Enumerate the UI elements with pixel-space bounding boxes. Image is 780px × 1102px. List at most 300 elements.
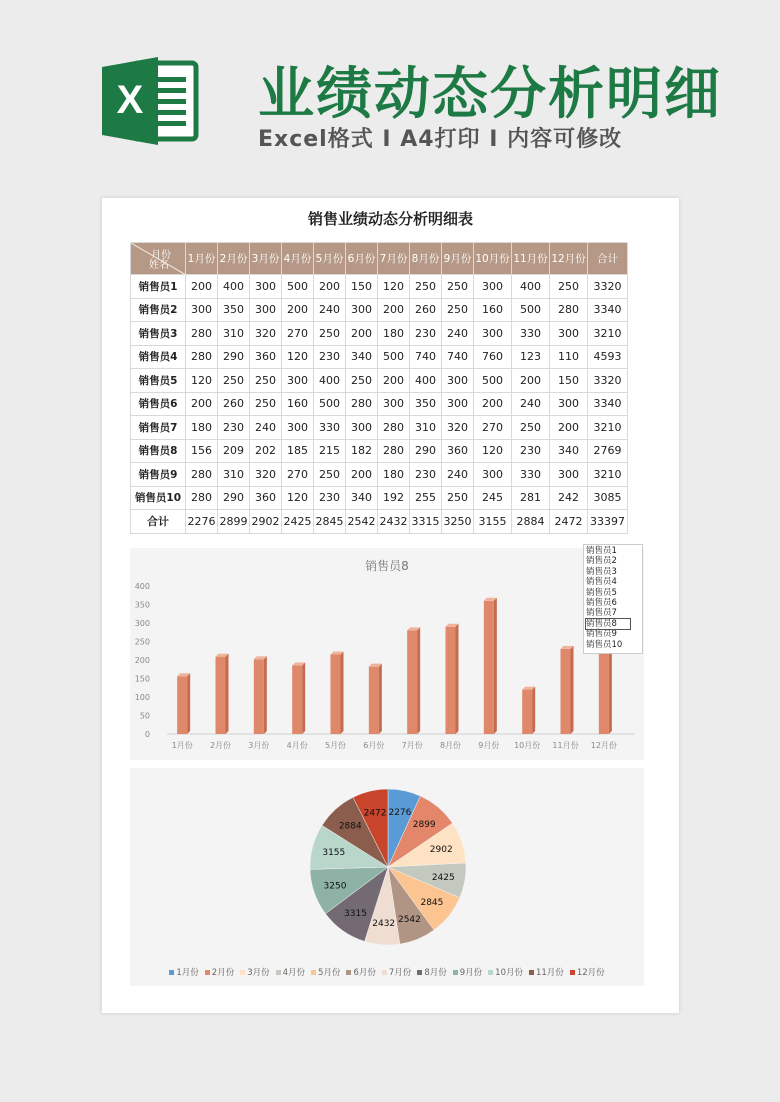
bar[interactable] xyxy=(446,624,459,734)
x-tick-label: 2月份 xyxy=(209,741,232,750)
x-tick-label: 11月份 xyxy=(552,741,579,750)
bar-front xyxy=(331,654,341,734)
pie-data-label: 2542 xyxy=(397,914,421,925)
value-cell[interactable]: 340 xyxy=(346,345,378,369)
value-cell[interactable]: 250 xyxy=(250,369,282,393)
bar-front xyxy=(216,657,226,734)
table-header-row xyxy=(131,243,628,275)
bar-front xyxy=(369,667,379,734)
value-cell[interactable]: 300 xyxy=(474,275,512,299)
bar-side xyxy=(417,627,420,734)
value-cell[interactable]: 250 xyxy=(512,416,550,440)
legend-swatch xyxy=(205,970,210,975)
value-cell[interactable]: 300 xyxy=(474,463,512,487)
value-cell[interactable]: 290 xyxy=(218,345,250,369)
sheet-title: 销售业绩动态分析明细表 xyxy=(307,210,473,228)
value-cell[interactable]: 2425 xyxy=(282,510,314,534)
bar-side xyxy=(571,646,574,734)
value-cell[interactable]: 300 xyxy=(378,392,410,416)
pie-chart[interactable] xyxy=(130,768,644,986)
bar-front xyxy=(561,649,571,734)
value-cell[interactable]: 360 xyxy=(442,439,474,463)
spreadsheet-page xyxy=(102,198,679,1013)
listbox-item[interactable]: 销售员10 xyxy=(586,639,623,650)
bar-chart-title: 销售员8 xyxy=(365,559,409,573)
listbox-item[interactable]: 销售员4 xyxy=(586,577,617,588)
page-subtitle: Excel格式 I A4打印 I 内容可修改 xyxy=(258,127,623,152)
value-cell[interactable]: 200 xyxy=(474,392,512,416)
legend-label: 3月份 xyxy=(247,968,270,978)
listbox-item[interactable]: 销售员8 xyxy=(586,619,630,629)
row-total-cell[interactable]: 3340 xyxy=(588,392,628,416)
bar-side xyxy=(187,673,190,734)
pie-data-label: 2432 xyxy=(372,918,396,929)
value-cell[interactable]: 300 xyxy=(250,298,282,322)
value-cell[interactable]: 250 xyxy=(314,322,346,346)
excel-logo-icon xyxy=(100,55,200,147)
x-tick-label: 9月份 xyxy=(478,741,500,750)
value-cell[interactable]: 120 xyxy=(186,369,218,393)
value-cell[interactable]: 270 xyxy=(474,416,512,440)
legend-swatch xyxy=(529,970,534,975)
y-tick-label: 250 xyxy=(134,637,150,647)
row-total-cell[interactable]: 3340 xyxy=(588,298,628,322)
value-cell[interactable]: 500 xyxy=(378,345,410,369)
row-total-cell[interactable]: 33397 xyxy=(588,510,628,534)
x-tick-label: 8月份 xyxy=(439,741,462,750)
legend-item xyxy=(311,966,340,978)
legend-item xyxy=(453,966,482,978)
value-cell[interactable]: 120 xyxy=(378,275,410,299)
table-row xyxy=(131,275,628,299)
value-cell[interactable]: 500 xyxy=(314,392,346,416)
column-header[interactable]: 5月份 xyxy=(314,243,346,275)
row-total-cell[interactable]: 3210 xyxy=(588,322,628,346)
row-total-cell[interactable]: 3210 xyxy=(588,416,628,440)
column-header[interactable]: 7月份 xyxy=(378,243,410,275)
column-header[interactable]: 9月份 xyxy=(442,243,474,275)
value-cell[interactable]: 120 xyxy=(282,486,314,510)
legend-item xyxy=(240,966,269,978)
bar-side xyxy=(264,656,267,734)
pie-data-label: 2902 xyxy=(429,845,453,856)
bar-side xyxy=(532,687,535,734)
value-cell[interactable]: 250 xyxy=(442,275,474,299)
value-cell[interactable]: 230 xyxy=(410,322,442,346)
value-cell[interactable]: 300 xyxy=(442,369,474,393)
pie-data-label: 2472 xyxy=(363,808,387,819)
value-cell[interactable]: 242 xyxy=(550,486,588,510)
value-cell[interactable]: 182 xyxy=(346,439,378,463)
value-cell[interactable]: 300 xyxy=(550,392,588,416)
pie-data-label: 2845 xyxy=(420,897,444,908)
excel-logo-letter: X xyxy=(116,78,144,122)
bar[interactable] xyxy=(177,673,190,734)
value-cell[interactable]: 180 xyxy=(186,416,218,440)
bar-side xyxy=(494,598,497,734)
value-cell[interactable]: 110 xyxy=(550,345,588,369)
value-cell[interactable]: 180 xyxy=(378,322,410,346)
legend-label: 9月份 xyxy=(459,968,483,978)
value-cell[interactable]: 3155 xyxy=(474,510,512,534)
value-cell[interactable]: 230 xyxy=(512,439,550,463)
y-tick-label: 200 xyxy=(134,656,150,665)
bar[interactable] xyxy=(331,651,344,734)
row-total-cell[interactable]: 2769 xyxy=(588,439,628,463)
pie-data-label: 3155 xyxy=(322,848,346,859)
legend-label: 2月份 xyxy=(211,968,235,978)
table-row xyxy=(131,416,628,440)
value-cell[interactable]: 250 xyxy=(442,486,474,510)
value-cell[interactable]: 400 xyxy=(314,369,346,393)
value-cell[interactable]: 200 xyxy=(550,416,588,440)
value-cell[interactable]: 230 xyxy=(314,345,346,369)
value-cell[interactable]: 250 xyxy=(314,463,346,487)
legend-swatch xyxy=(169,970,174,975)
table-row xyxy=(131,463,628,487)
value-cell[interactable]: 740 xyxy=(410,345,442,369)
value-cell[interactable]: 330 xyxy=(512,322,550,346)
value-cell[interactable]: 200 xyxy=(282,298,314,322)
value-cell[interactable]: 192 xyxy=(378,486,410,510)
table-row xyxy=(131,392,628,416)
row-total-cell[interactable]: 3210 xyxy=(588,463,628,487)
value-cell[interactable]: 240 xyxy=(250,416,282,440)
column-header[interactable]: 12月份 xyxy=(550,243,588,275)
value-cell[interactable]: 330 xyxy=(314,416,346,440)
y-tick-label: 0 xyxy=(144,730,150,739)
value-cell[interactable]: 120 xyxy=(474,439,512,463)
bar-front xyxy=(484,601,494,734)
column-header[interactable]: 11月份 xyxy=(512,243,550,275)
value-cell[interactable]: 500 xyxy=(474,369,512,393)
value-cell[interactable]: 260 xyxy=(410,298,442,322)
value-cell[interactable]: 300 xyxy=(250,275,282,299)
x-tick-label: 4月份 xyxy=(286,741,308,750)
value-cell[interactable]: 310 xyxy=(410,416,442,440)
legend-item xyxy=(169,966,198,978)
row-label-cell[interactable]: 销售员4 xyxy=(131,345,186,369)
legend-swatch xyxy=(346,970,351,975)
x-tick-label: 6月份 xyxy=(363,741,385,750)
value-cell[interactable]: 280 xyxy=(186,486,218,510)
bar-side xyxy=(341,651,344,734)
value-cell[interactable]: 400 xyxy=(512,275,550,299)
corner-header-cell[interactable] xyxy=(131,243,186,275)
legend-swatch xyxy=(488,970,493,975)
bar-front xyxy=(292,666,302,734)
value-cell[interactable]: 150 xyxy=(550,369,588,393)
bar-front xyxy=(177,676,187,734)
page-title: 业绩动态分析明细 xyxy=(258,62,722,127)
value-cell[interactable]: 185 xyxy=(282,439,314,463)
legend-swatch xyxy=(417,970,422,975)
value-cell[interactable]: 300 xyxy=(442,392,474,416)
value-cell[interactable]: 281 xyxy=(512,486,550,510)
value-cell[interactable]: 280 xyxy=(378,439,410,463)
pie-legend xyxy=(130,966,644,978)
row-label-cell[interactable]: 销售员6 xyxy=(131,392,186,416)
bar-chart[interactable] xyxy=(130,548,644,760)
legend-swatch xyxy=(240,970,245,975)
bar-front xyxy=(446,627,456,734)
table-row xyxy=(131,486,628,510)
bar[interactable] xyxy=(292,663,305,734)
page-header xyxy=(0,0,780,190)
legend-item xyxy=(529,966,564,978)
legend-swatch xyxy=(276,970,281,975)
value-cell[interactable]: 270 xyxy=(282,322,314,346)
listbox-item[interactable]: 销售员3 xyxy=(586,566,617,577)
table-row xyxy=(131,345,628,369)
value-cell[interactable]: 200 xyxy=(314,275,346,299)
value-cell[interactable]: 330 xyxy=(512,463,550,487)
value-cell[interactable]: 360 xyxy=(250,486,282,510)
value-cell[interactable]: 740 xyxy=(442,345,474,369)
bar[interactable] xyxy=(254,656,267,734)
bar-side xyxy=(226,654,229,734)
value-cell[interactable]: 2845 xyxy=(314,510,346,534)
row-label-cell[interactable]: 合计 xyxy=(131,510,186,534)
value-cell[interactable]: 300 xyxy=(346,416,378,440)
legend-label: 1月份 xyxy=(176,968,199,978)
legend-item xyxy=(276,966,305,978)
value-cell[interactable]: 240 xyxy=(442,463,474,487)
value-cell[interactable]: 400 xyxy=(410,369,442,393)
bar[interactable] xyxy=(522,687,535,734)
bar[interactable] xyxy=(561,646,574,734)
legend-swatch xyxy=(453,970,458,975)
value-cell[interactable]: 290 xyxy=(410,439,442,463)
value-cell[interactable]: 280 xyxy=(346,392,378,416)
row-total-cell[interactable]: 3085 xyxy=(588,486,628,510)
corner-name-label: 姓名 xyxy=(149,260,169,271)
listbox-item[interactable]: 销售员5 xyxy=(586,587,617,598)
value-cell[interactable]: 300 xyxy=(474,322,512,346)
value-cell[interactable]: 500 xyxy=(282,275,314,299)
legend-label: 8月份 xyxy=(424,968,447,978)
value-cell[interactable]: 760 xyxy=(474,345,512,369)
value-cell[interactable]: 180 xyxy=(378,463,410,487)
value-cell[interactable]: 2899 xyxy=(218,510,250,534)
value-cell[interactable]: 200 xyxy=(378,369,410,393)
value-cell[interactable]: 280 xyxy=(550,298,588,322)
value-cell[interactable]: 160 xyxy=(282,392,314,416)
pie-data-label: 3315 xyxy=(344,908,367,919)
x-tick-label: 5月份 xyxy=(324,741,347,750)
row-total-cell[interactable]: 3320 xyxy=(588,275,628,299)
value-cell[interactable]: 310 xyxy=(218,463,250,487)
value-cell[interactable]: 280 xyxy=(186,463,218,487)
row-total-cell[interactable]: 3320 xyxy=(588,369,628,393)
value-cell[interactable]: 200 xyxy=(512,369,550,393)
value-cell[interactable]: 280 xyxy=(378,416,410,440)
row-label-cell[interactable]: 销售员2 xyxy=(131,298,186,322)
column-header[interactable]: 3月份 xyxy=(250,243,282,275)
value-cell[interactable]: 300 xyxy=(282,369,314,393)
value-cell[interactable]: 123 xyxy=(512,345,550,369)
value-cell[interactable]: 230 xyxy=(218,416,250,440)
value-cell[interactable]: 250 xyxy=(250,392,282,416)
value-cell[interactable]: 250 xyxy=(442,298,474,322)
column-header[interactable]: 4月份 xyxy=(282,243,314,275)
table-row xyxy=(131,369,628,393)
value-cell[interactable]: 209 xyxy=(218,439,250,463)
legend-item xyxy=(570,966,605,978)
column-header[interactable]: 8月份 xyxy=(410,243,442,275)
bar-front xyxy=(254,659,264,734)
row-label-cell[interactable]: 销售员3 xyxy=(131,322,186,346)
value-cell[interactable]: 200 xyxy=(186,275,218,299)
x-tick-label: 7月份 xyxy=(401,741,423,750)
value-cell[interactable]: 200 xyxy=(186,392,218,416)
value-cell[interactable]: 350 xyxy=(410,392,442,416)
value-cell[interactable]: 300 xyxy=(550,322,588,346)
value-cell[interactable]: 2902 xyxy=(250,510,282,534)
legend-label: 5月份 xyxy=(318,968,341,978)
value-cell[interactable]: 250 xyxy=(410,275,442,299)
legend-item xyxy=(382,966,411,978)
value-cell[interactable]: 2432 xyxy=(378,510,410,534)
bar[interactable] xyxy=(484,598,497,734)
value-cell[interactable]: 310 xyxy=(218,322,250,346)
value-cell[interactable]: 230 xyxy=(314,486,346,510)
value-cell[interactable]: 500 xyxy=(512,298,550,322)
value-cell[interactable]: 215 xyxy=(314,439,346,463)
column-header[interactable]: 6月份 xyxy=(346,243,378,275)
value-cell[interactable]: 280 xyxy=(186,322,218,346)
legend-label: 4月份 xyxy=(282,968,306,978)
value-cell[interactable]: 240 xyxy=(442,322,474,346)
value-cell[interactable]: 202 xyxy=(250,439,282,463)
column-header-total[interactable]: 合计 xyxy=(588,243,628,275)
sales-table xyxy=(130,242,628,534)
value-cell[interactable]: 320 xyxy=(250,322,282,346)
bar-side xyxy=(302,663,305,734)
column-header[interactable]: 2月份 xyxy=(218,243,250,275)
value-cell[interactable]: 360 xyxy=(250,345,282,369)
value-cell[interactable]: 2276 xyxy=(186,510,218,534)
x-tick-label: 10月份 xyxy=(514,741,541,750)
legend-item xyxy=(205,966,234,978)
value-cell[interactable]: 300 xyxy=(186,298,218,322)
pie-data-label: 3250 xyxy=(323,881,347,892)
value-cell[interactable]: 250 xyxy=(346,369,378,393)
bar-side xyxy=(379,664,382,734)
salesperson-listbox[interactable] xyxy=(583,544,643,654)
bar[interactable] xyxy=(369,664,382,734)
value-cell[interactable]: 280 xyxy=(186,345,218,369)
legend-label: 7月份 xyxy=(388,968,412,978)
legend-label: 10月份 xyxy=(495,968,523,978)
row-label-cell[interactable]: 销售员1 xyxy=(131,275,186,299)
listbox-item[interactable]: 销售员1 xyxy=(586,546,617,556)
value-cell[interactable]: 300 xyxy=(346,298,378,322)
listbox-item[interactable]: 销售员6 xyxy=(586,597,617,608)
value-cell[interactable]: 340 xyxy=(550,439,588,463)
row-label-cell[interactable]: 销售员7 xyxy=(131,416,186,440)
bar[interactable] xyxy=(407,627,420,734)
column-header[interactable]: 1月份 xyxy=(186,243,218,275)
pie-data-label: 2425 xyxy=(431,872,455,883)
value-cell[interactable]: 200 xyxy=(346,463,378,487)
bar-front xyxy=(522,690,532,734)
legend-swatch xyxy=(311,970,316,975)
value-cell[interactable]: 2542 xyxy=(346,510,378,534)
table-row xyxy=(131,298,628,322)
pie-data-label: 2899 xyxy=(412,820,436,831)
legend-item xyxy=(488,966,523,978)
value-cell[interactable]: 150 xyxy=(346,275,378,299)
value-cell[interactable]: 245 xyxy=(474,486,512,510)
legend-label: 11月份 xyxy=(535,968,564,978)
listbox-item[interactable]: 销售员2 xyxy=(586,556,617,567)
row-total-cell[interactable]: 4593 xyxy=(588,345,628,369)
value-cell[interactable]: 2472 xyxy=(550,510,588,534)
value-cell[interactable]: 320 xyxy=(250,463,282,487)
pie-data-label: 2276 xyxy=(388,808,412,819)
value-cell[interactable]: 340 xyxy=(346,486,378,510)
table-total-row xyxy=(131,510,628,534)
value-cell[interactable]: 3250 xyxy=(442,510,474,534)
value-cell[interactable]: 250 xyxy=(218,369,250,393)
value-cell[interactable]: 300 xyxy=(550,463,588,487)
value-cell[interactable]: 230 xyxy=(410,463,442,487)
legend-label: 6月份 xyxy=(353,968,376,978)
legend-item xyxy=(417,966,446,978)
value-cell[interactable]: 120 xyxy=(282,345,314,369)
x-tick-label: 12月份 xyxy=(590,741,617,750)
legend-label: 12月份 xyxy=(576,968,605,978)
value-cell[interactable]: 240 xyxy=(512,392,550,416)
row-label-cell[interactable]: 销售员10 xyxy=(131,486,186,510)
y-tick-label: 50 xyxy=(139,711,150,721)
row-label-cell[interactable]: 销售员9 xyxy=(131,463,186,487)
value-cell[interactable]: 160 xyxy=(474,298,512,322)
y-tick-label: 150 xyxy=(134,674,150,684)
value-cell[interactable]: 350 xyxy=(218,298,250,322)
value-cell[interactable]: 290 xyxy=(218,486,250,510)
value-cell[interactable]: 300 xyxy=(282,416,314,440)
value-cell[interactable]: 320 xyxy=(442,416,474,440)
value-cell[interactable]: 270 xyxy=(282,463,314,487)
column-header[interactable]: 10月份 xyxy=(474,243,512,275)
value-cell[interactable]: 400 xyxy=(218,275,250,299)
x-tick-label: 3月份 xyxy=(248,741,270,750)
listbox-item[interactable]: 销售员7 xyxy=(586,608,617,619)
value-cell[interactable]: 156 xyxy=(186,439,218,463)
pie-data-label: 2884 xyxy=(338,821,362,832)
table-row xyxy=(131,322,628,346)
listbox-item[interactable]: 销售员9 xyxy=(586,629,617,640)
y-tick-label: 100 xyxy=(134,693,150,702)
value-cell[interactable]: 255 xyxy=(410,486,442,510)
value-cell[interactable]: 2884 xyxy=(512,510,550,534)
row-label-cell[interactable]: 销售员5 xyxy=(131,369,186,393)
value-cell[interactable]: 240 xyxy=(314,298,346,322)
value-cell[interactable]: 200 xyxy=(346,322,378,346)
y-tick-label: 350 xyxy=(134,600,150,610)
value-cell[interactable]: 3315 xyxy=(410,510,442,534)
y-tick-label: 400 xyxy=(134,582,150,591)
bar[interactable] xyxy=(216,654,229,734)
value-cell[interactable]: 250 xyxy=(550,275,588,299)
value-cell[interactable]: 260 xyxy=(218,392,250,416)
corner-month-label: 月份 xyxy=(151,250,171,261)
row-label-cell[interactable]: 销售员8 xyxy=(131,439,186,463)
bar-side xyxy=(456,624,459,734)
value-cell[interactable]: 200 xyxy=(378,298,410,322)
